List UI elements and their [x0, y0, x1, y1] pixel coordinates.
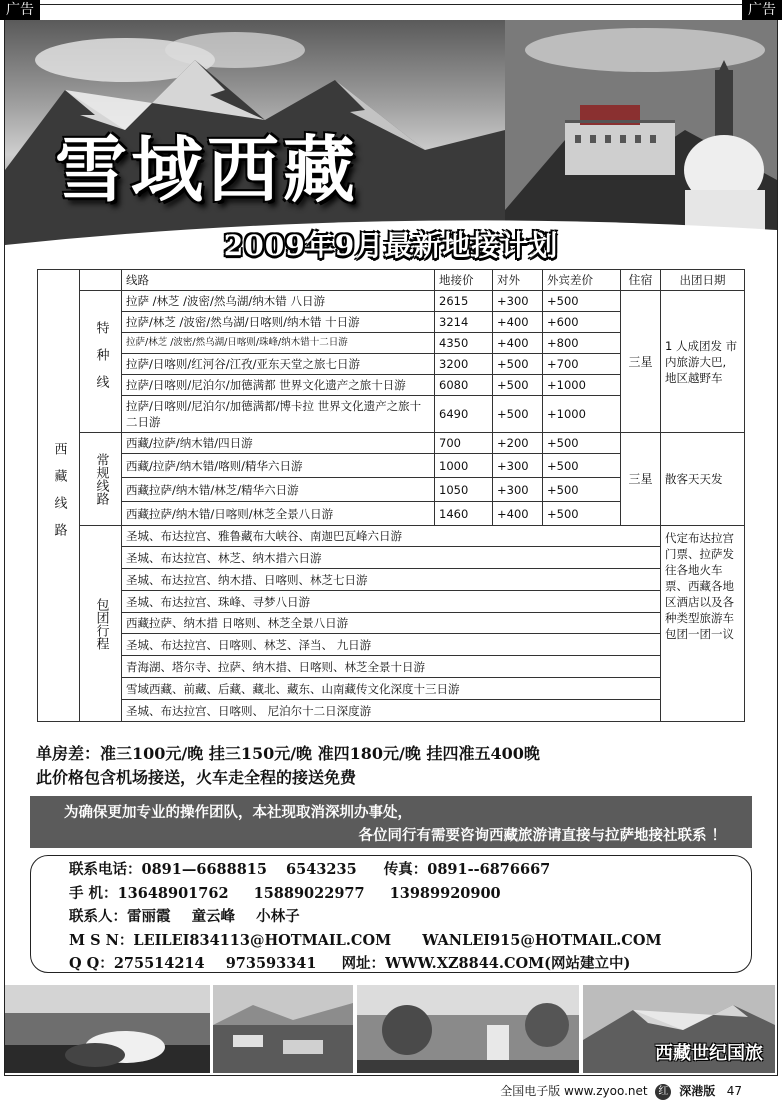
web-label: 网址：	[341, 955, 386, 972]
msn-value-2: WANLEI915@HOTMAIL.COM	[422, 931, 662, 949]
person-label: 联系人：	[69, 908, 127, 925]
fax-value: 0891--6876667	[427, 861, 551, 878]
footer-site[interactable]: www.zyoo.net	[564, 1084, 648, 1098]
outside-cell: +300	[493, 454, 543, 478]
price-notes	[36, 742, 540, 790]
price-cell: 1050	[435, 478, 493, 502]
ad-label-right: 广告	[742, 0, 782, 20]
package-note: 代定布达拉宫门票、拉萨发往各地火车票、西藏各地区酒店以及各种类型旅游车包团一团一议	[661, 526, 745, 722]
notice-line-2: 各位同行有需要咨询西藏旅游请直接与拉萨地接社联系 ！	[358, 827, 726, 844]
outside-cell: +500	[493, 396, 543, 433]
notice-line-1: 为确保更加专业的操作团队，本社现取消深圳办事处，	[64, 804, 412, 821]
fax-label: 传真：	[383, 861, 428, 878]
package-route-cell: 圣城、布达拉宫、珠峰、寻梦八日游	[122, 591, 661, 613]
price-cell: 6490	[435, 396, 493, 433]
web-value: WWW.XZ8844.COM(网站建立中)	[385, 955, 631, 972]
footer-region: 深港版	[679, 1084, 716, 1098]
table-row	[38, 591, 745, 613]
table-row	[38, 526, 745, 547]
foreign-cell: +1000	[543, 375, 621, 396]
stay-special: 三星	[621, 291, 661, 433]
package-route-cell: 圣城、布达拉宫、纳木措、日喀则、林芝七日游	[122, 569, 661, 591]
table-row	[38, 634, 745, 656]
outside-cell: +300	[493, 478, 543, 502]
header-price: 地接价	[435, 270, 493, 291]
hero-title: 雪域西藏	[55, 127, 360, 212]
brand-logo-text: 西藏世纪国旅	[655, 1043, 763, 1064]
header-outside: 对外	[493, 270, 543, 291]
outside-cell: +500	[493, 354, 543, 375]
photo-village	[357, 985, 579, 1073]
outside-cell: +500	[493, 375, 543, 396]
footer-edition: 全国电子版	[500, 1084, 561, 1098]
package-route-cell: 圣城、布达拉宫、日喀则、 尼泊尔十二日深度游	[122, 700, 661, 722]
foreign-cell: +700	[543, 354, 621, 375]
route-cell: 西藏拉萨/纳木错/日喀则/林芝全景八日游	[122, 502, 435, 526]
page-footer	[500, 1082, 742, 1100]
contact-phone-row	[69, 858, 751, 882]
mobile-value-2: 15889022977	[253, 884, 365, 902]
hero-banner	[5, 20, 777, 245]
person-2: 童云峰	[191, 908, 236, 925]
category-package	[80, 526, 122, 722]
notice-banner	[30, 796, 752, 848]
tel-value: 0891—6688815	[141, 861, 267, 878]
package-route-cell: 雪域西藏、前藏、后藏、藏北、藏东、山南藏传文化深度十三日游	[122, 678, 661, 700]
route-cell: 拉萨/日喀则/尼泊尔/加德满都 世界文化遗产之旅十日游	[122, 375, 435, 396]
tel-label: 联系电话：	[69, 861, 142, 878]
header-stay: 住宿	[621, 270, 661, 291]
table-header-row	[38, 270, 745, 291]
header-foreign: 外宾差价	[543, 270, 621, 291]
person-3: 小林子	[256, 908, 300, 925]
package-route-cell: 圣城、布达拉宫、雅鲁藏布大峡谷、南迦巴瓦峰六日游	[122, 526, 661, 547]
header-route: 线路	[122, 270, 435, 291]
package-route-cell: 青海湖、塔尔寺、拉萨、纳木措、日喀则、林芝全景十日游	[122, 656, 661, 678]
route-cell: 拉萨/林芝 /波密/然乌湖/日喀则/纳木错 十日游	[122, 312, 435, 333]
foreign-cell: +500	[543, 433, 621, 454]
route-cell: 拉萨 /林芝 /波密/然乌湖/纳木错 八日游	[122, 291, 435, 312]
route-cell: 拉萨/日喀则/红河谷/江孜/亚东天堂之旅七日游	[122, 354, 435, 375]
foreign-cell: +600	[543, 312, 621, 333]
msn-label: M S N：	[69, 931, 134, 949]
package-route-cell: 圣城、布达拉宫、日喀则、林芝、泽当、 九日游	[122, 634, 661, 656]
table-row	[38, 678, 745, 700]
outside-cell: +400	[493, 333, 543, 354]
contact-qq-row	[69, 952, 751, 976]
outside-cell: +200	[493, 433, 543, 454]
contact-mobile-row	[69, 882, 751, 906]
plan-title: 2009年9月最新地接计划	[223, 229, 559, 262]
qq-value-2: 973593341	[225, 955, 317, 972]
table-row	[38, 700, 745, 722]
contact-msn-row	[69, 929, 751, 953]
table-row	[38, 291, 745, 312]
itinerary-table	[37, 269, 745, 722]
table-row	[38, 547, 745, 569]
ad-label-left: 广告	[0, 0, 40, 20]
region-cell	[38, 270, 80, 722]
qq-label: Q Q：	[69, 955, 114, 972]
mobile-value-1: 13648901762	[117, 884, 229, 902]
category-special-label: 特种线	[93, 321, 109, 402]
price-cell: 3200	[435, 354, 493, 375]
route-cell: 西藏拉萨/纳木错/林芝/精华六日游	[122, 478, 435, 502]
category-regular-label: 常规线路	[93, 453, 109, 505]
single-room-note: 单房差：准三100元/晚 挂三150元/晚 准四180元/晚 挂四准五400晚	[36, 744, 540, 763]
price-cell: 1000	[435, 454, 493, 478]
table-row	[38, 569, 745, 591]
route-cell: 拉萨/林芝 /波密/然乌湖/日喀则/珠峰/纳木错十二日游	[122, 333, 435, 354]
table-row	[38, 656, 745, 678]
page-number: 47	[726, 1084, 742, 1098]
tel-value-2: 6543235	[286, 861, 357, 878]
price-cell: 6080	[435, 375, 493, 396]
contact-person-row	[69, 905, 751, 929]
route-cell: 西藏/拉萨/纳木错/四日游	[122, 433, 435, 454]
table-row	[38, 613, 745, 634]
mobile-label: 手 机：	[69, 884, 118, 902]
region-label: 西藏线路	[51, 441, 67, 550]
category-special	[80, 291, 122, 433]
price-cell: 3214	[435, 312, 493, 333]
photo-town	[213, 985, 353, 1073]
outside-cell: +300	[493, 291, 543, 312]
foreign-cell: +500	[543, 502, 621, 526]
header-date: 出团日期	[661, 270, 745, 291]
foreign-cell: +500	[543, 454, 621, 478]
foreign-cell: +1000	[543, 396, 621, 433]
date-special: 1 人成团发 市内旅游大巴, 地区越野车	[661, 291, 745, 433]
price-cell: 700	[435, 433, 493, 454]
outside-cell: +400	[493, 312, 543, 333]
price-cell: 4350	[435, 333, 493, 354]
foreign-cell: +500	[543, 478, 621, 502]
foreign-cell: +800	[543, 333, 621, 354]
photo-lake	[5, 985, 210, 1073]
foreign-cell: +500	[543, 291, 621, 312]
msn-value-1: LEILEI834113@HOTMAIL.COM	[133, 931, 392, 949]
date-regular: 散客天天发	[661, 433, 745, 526]
outside-cell: +400	[493, 502, 543, 526]
route-cell: 西藏/拉萨/纳木错/喀则/精华六日游	[122, 454, 435, 478]
transfer-note: 此价格包含机场接送，火车走全程的接送免费	[36, 768, 357, 787]
table-row	[38, 433, 745, 454]
price-cell: 1460	[435, 502, 493, 526]
contact-box	[30, 855, 752, 973]
stay-regular: 三星	[621, 433, 661, 526]
person-1: 雷丽霞	[127, 908, 171, 925]
qq-value-1: 275514214	[113, 955, 205, 972]
newspaper-logo-icon: 红	[655, 1084, 671, 1100]
category-regular	[80, 433, 122, 526]
category-package-label: 包团行程	[93, 597, 109, 650]
route-cell: 拉萨/日喀则/尼泊尔/加德满都/博卡拉 世界文化遗产之旅十二日游	[122, 396, 435, 433]
package-route-cell: 圣城、布达拉宫、林芝、纳木措六日游	[122, 547, 661, 569]
photo-mountains	[583, 985, 775, 1073]
mobile-value-3: 13989920900	[389, 884, 501, 902]
package-route-cell: 西藏拉萨、纳木措 日喀则、林芝全景八日游	[122, 613, 661, 634]
price-cell: 2615	[435, 291, 493, 312]
